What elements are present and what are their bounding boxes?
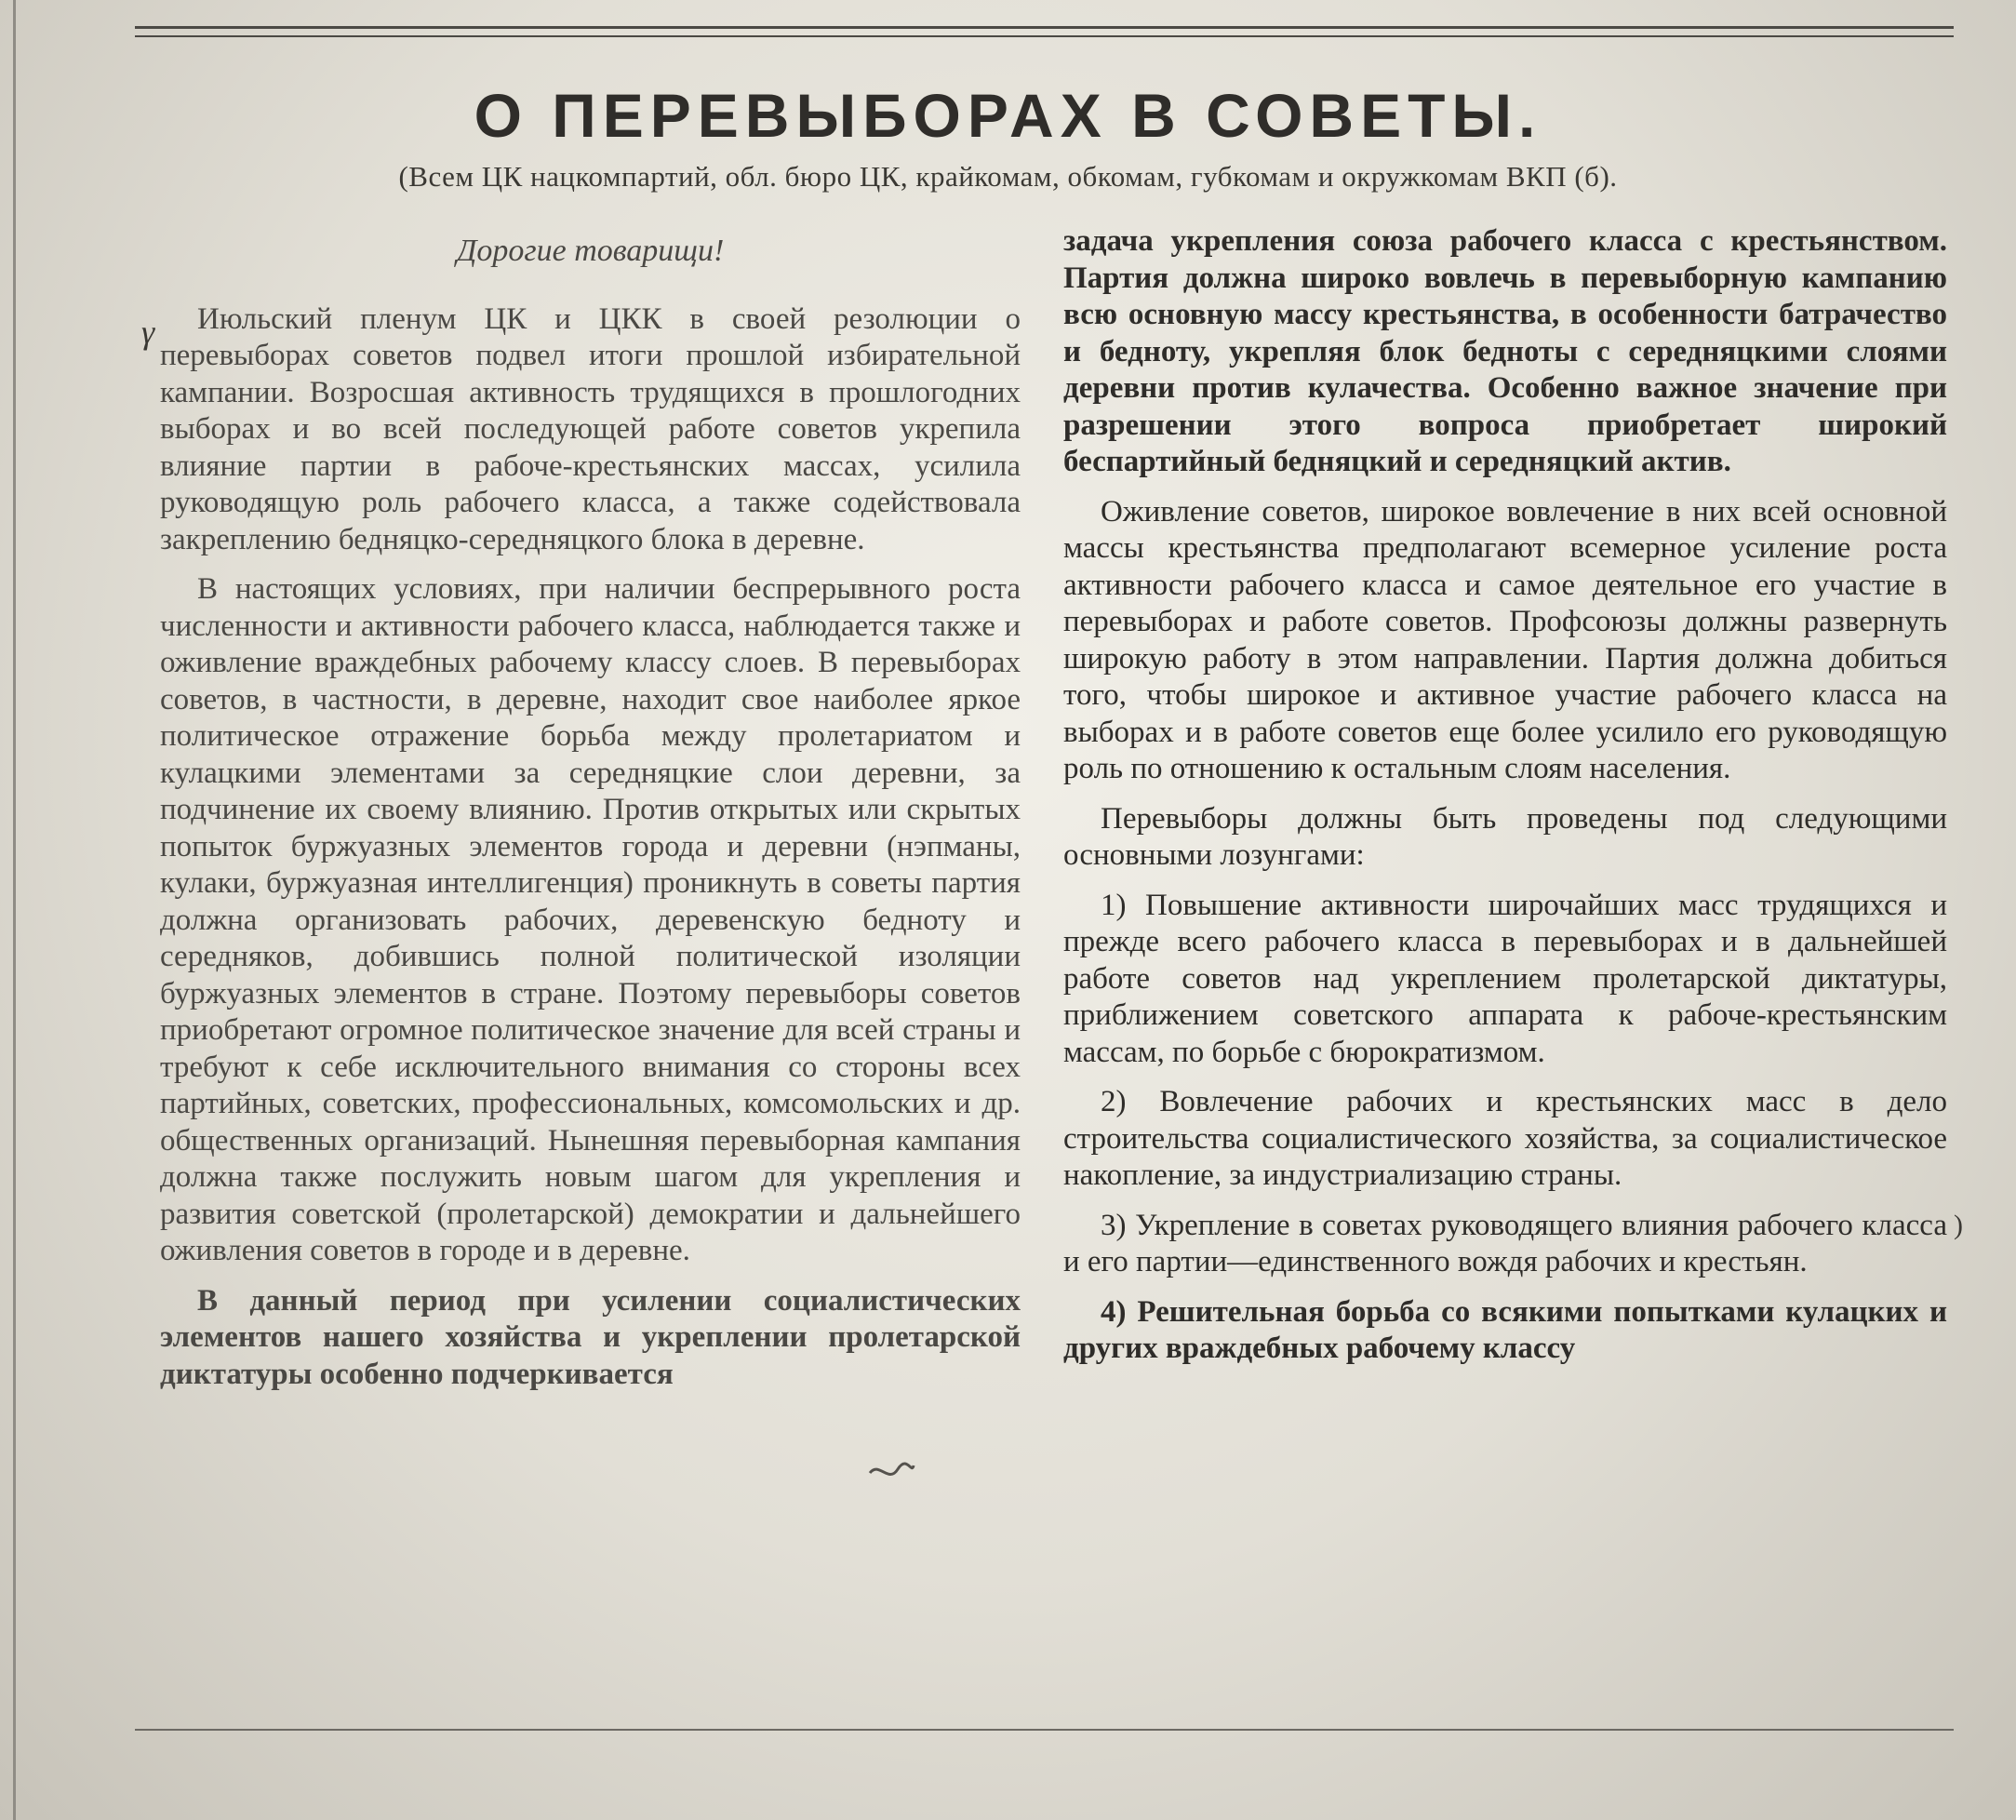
left-edge-line <box>13 0 16 1820</box>
ink-scribble <box>865 1456 916 1484</box>
margin-mark: γ <box>141 314 155 351</box>
right-paragraph: задача укрепления союза рабочего класса с крестьянством. Партия должна широко вовлечь в перевыборную кампанию всю основную массу крестьянства, в особенности батрачество и бедноту, укрепляя блок бедноты с середняцкими слоями деревни против кулачества. Особенно важное значение при разрешении этого вопроса приобретает широкий беспартийный бедняцкий и середняцкий актив. <box>1063 224 1947 478</box>
slogan-item: 1) Повышение активности широчайших масс трудящихся и прежде всего рабочего класса в перевыборах и в дальнейшей работе советов над укреплением пролетарской диктатуры, приближением советского аппарата к рабоче-крестьянским массам, по борьбе с бюрократизмом. <box>1063 888 1947 1069</box>
right-column <box>1063 223 1947 1381</box>
left-column <box>160 223 1021 1406</box>
right-paragraph: Перевыборы должны быть проведены под следующими основными лозунгами: <box>1063 801 1947 872</box>
bottom-rule <box>135 1729 1954 1731</box>
slogan-item: 2) Вовлечение рабочих и крестьянских масс в дело строительства социалистического хозяйства, за социалистическое накопление, за индустриализацию страны. <box>1063 1085 1947 1192</box>
salutation: Дорогие товарищи! <box>456 234 725 268</box>
slogan-item: 4) Решительная борьба со всякими попытками кулацких и других враждебных рабочему классу <box>1063 1294 1947 1365</box>
left-paragraph: Июльский пленум ЦК и ЦКК в своей резолюции о перевыборах советов подвел итоги прошлой избирательной кампании. Возросшая активность трудящихся в прошлогодних выборах и во всей последующей работе советов укрепила влияние партии в рабоче-крестьянских массах, усилила руководящую роль рабочего класса, а также содействовала закреплению бедняцко-середняцкого блока в деревне. <box>160 301 1021 556</box>
top-rule-thin <box>135 35 1954 37</box>
right-paragraph: Оживление советов, широкое вовлечение в них всей основной массы крестьянства предполагают всемерное усиление роста активности рабочего класса и самое деятельное его участие в перевыборах и работе советов. Профсоюзы должны развернуть широкую работу в этом направлении. Партия должна добиться того, чтобы широкое и активное участие рабочего класса на выборах и в работе советов еще более усилило его руководящую роль по отношению к остальным слоям населения. <box>1063 494 1947 785</box>
top-rule <box>135 26 1954 29</box>
article-title: О ПЕРЕВЫБОРАХ В СОВЕТЫ. <box>474 81 1542 150</box>
edge-mark: ) <box>1954 1210 1963 1240</box>
slogan-item: 3) Укрепление в советах руководящего влияния рабочего класса и его партии—единственного вождя рабочих и крестьян. <box>1063 1208 1947 1278</box>
left-paragraph: В данный период при усилении социалистических элементов нашего хозяйства и укреплении пролетарской диктатуры особенно подчеркивается <box>160 1283 1021 1391</box>
article-subtitle: (Всем ЦК нацкомпартий, обл. бюро ЦК, крайкомам, обкомам, губкомам и окружкомам ВКП (б). <box>398 160 1618 193</box>
left-paragraph: В настоящих условиях, при наличии беспрерывного роста численности и активности рабочего класса, наблюдается также и оживление враждебных рабочему классу слоев. В перевыборах советов, в частности, в деревне, находит свое наиболее яркое политическое отражение борьба между пролетариатом и кулацкими элементами за середняцкие слои деревни, за подчинение их своему влиянию. Против открытых или скрытых попыток буржуазных элементов города и деревни (нэпманы, кулаки, буржуазная интеллигенция) проникнуть в советы партия должна организовать рабочих, деревенскую бедноту и середняков, добившись полной политической изоляции буржуазных элементов в стране. Поэтому перевыборы советов приобретают огромное политическое значение для всей страны и требуют к себе исключительного внимания со стороны всех партийных, советских, профессиональных, комсомольских и др. общественных организаций. Нынешняя перевыборная кампания должна также послужить новым шагом для укрепления и развития советской (пролетарской) демократии и дальнейшего оживления советов в городе и в деревне. <box>160 572 1021 1267</box>
